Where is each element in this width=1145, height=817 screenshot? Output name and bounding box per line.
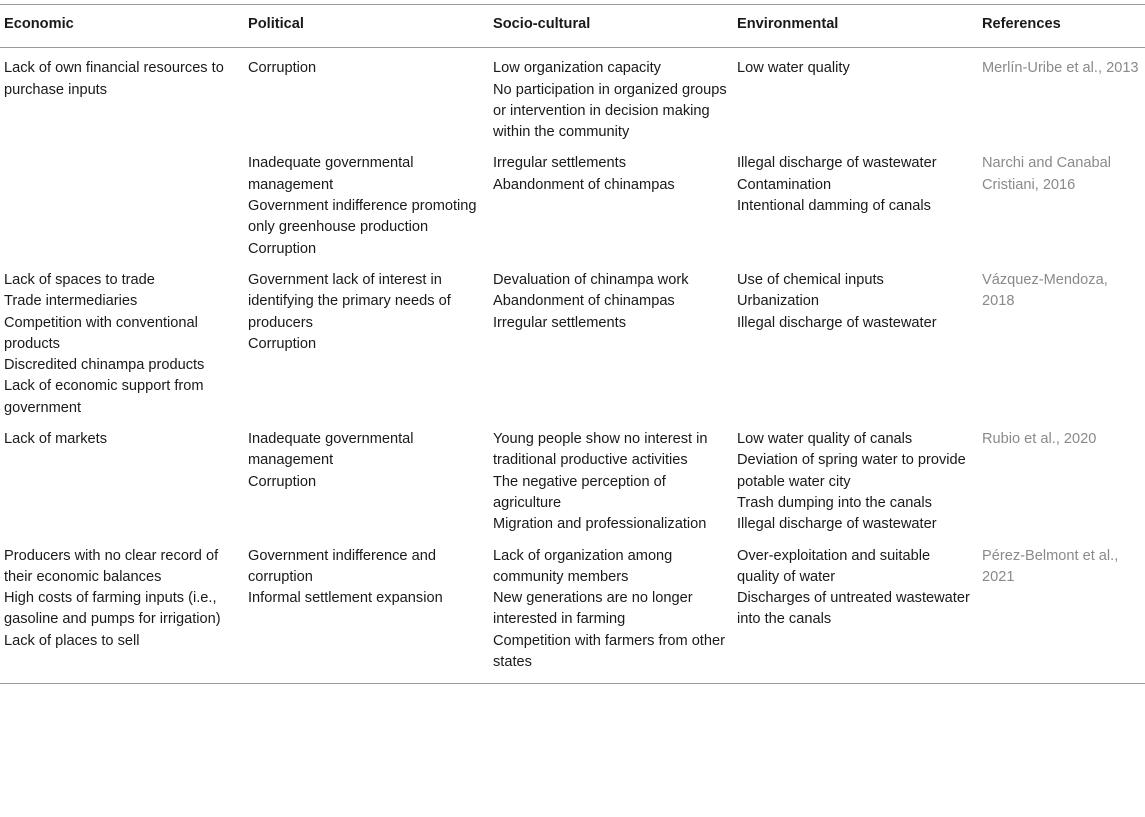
cell-political bbox=[244, 148, 489, 264]
cell-environmental bbox=[733, 424, 978, 540]
cell-line: Abandonment of chinampas bbox=[493, 176, 675, 193]
cell-line: Use of chemical inputs bbox=[737, 271, 884, 288]
table-row bbox=[0, 265, 1145, 424]
cell-line: Corruption bbox=[248, 335, 317, 352]
cell-environmental bbox=[733, 48, 978, 149]
table-body bbox=[0, 48, 1145, 684]
cell-economic bbox=[0, 424, 244, 540]
cell-line: Corruption bbox=[248, 240, 317, 257]
cell-line: Inadequate governmental management bbox=[248, 155, 414, 193]
cell-line: Government indifference and corruption bbox=[248, 547, 436, 585]
header-row bbox=[0, 5, 1145, 48]
table-row bbox=[0, 48, 1145, 149]
cell-line: Illegal discharge of wastewater bbox=[737, 155, 937, 172]
cell-line: Lack of organization among community members bbox=[493, 547, 673, 585]
cell-line: Producers with no clear record of their economic balances bbox=[4, 547, 219, 585]
cell-line: Illegal discharge of wastewater bbox=[737, 314, 937, 331]
cell-line: Contamination bbox=[737, 176, 832, 193]
cell-environmental bbox=[733, 541, 978, 684]
cell-environmental bbox=[733, 265, 978, 424]
cell-economic bbox=[0, 48, 244, 149]
cell-line: Over-exploitation and suitable quality of water bbox=[737, 547, 931, 585]
cell-line: Lack of markets bbox=[4, 431, 108, 448]
table-row bbox=[0, 148, 1145, 264]
header-socio-cultural: Socio-cultural bbox=[489, 5, 733, 48]
cell-line: Discredited chinampa products bbox=[4, 357, 205, 374]
cell-line: No participation in organized groups or intervention in decision making within the community bbox=[493, 81, 727, 141]
challenges-table bbox=[0, 4, 1145, 684]
header-economic: Economic bbox=[0, 5, 244, 48]
cell-reference: Narchi and Canabal Cristiani, 2016 bbox=[982, 155, 1111, 193]
cell-line: Corruption bbox=[248, 473, 317, 490]
cell-socio-cultural bbox=[489, 265, 733, 424]
cell-reference: Pérez-Belmont et al., 2021 bbox=[978, 541, 1145, 684]
cell-line: Urbanization bbox=[737, 293, 819, 310]
cell-line: Low water quality bbox=[737, 60, 850, 77]
cell-reference: Rubio et al., 2020 bbox=[982, 431, 1097, 448]
cell-line: Deviation of spring water to provide potable water city bbox=[737, 452, 966, 490]
cell-line: Young people show no interest in traditional productive activities bbox=[493, 431, 708, 469]
cell-line: Corruption bbox=[248, 60, 317, 77]
cell-line: Lack of places to sell bbox=[4, 632, 140, 649]
cell-economic bbox=[0, 265, 244, 424]
cell-line: Intentional damming of canals bbox=[737, 198, 931, 215]
cell-line: High costs of farming inputs (i.e., gasoline and pumps for irrigation) bbox=[4, 590, 221, 628]
cell-socio-cultural bbox=[489, 48, 733, 149]
cell-line: Competition with conventional products bbox=[4, 314, 198, 352]
cell-socio-cultural bbox=[489, 541, 733, 684]
cell-reference: Merlín-Uribe et al., 2013 bbox=[982, 60, 1139, 77]
cell-environmental bbox=[733, 148, 978, 264]
cell-line: Informal settlement expansion bbox=[248, 590, 443, 607]
cell-political bbox=[244, 48, 489, 149]
cell-economic bbox=[0, 148, 244, 264]
header-environmental: Environmental bbox=[733, 5, 978, 48]
cell-line: New generations are no longer interested in farming bbox=[493, 590, 693, 628]
cell-political bbox=[244, 541, 489, 684]
cell-line: Lack of economic support from government bbox=[4, 378, 204, 416]
header-references: References bbox=[978, 5, 1145, 48]
cell-line: The negative perception of agriculture bbox=[493, 473, 666, 511]
cell-line: Government lack of interest in identifying the primary needs of producers bbox=[248, 271, 451, 331]
cell-line: Trade intermediaries bbox=[4, 293, 138, 310]
cell-line: Low water quality of canals bbox=[737, 431, 913, 448]
cell-line: Inadequate governmental management bbox=[248, 431, 414, 469]
cell-line: Abandonment of chinampas bbox=[493, 293, 675, 310]
cell-political bbox=[244, 265, 489, 424]
cell-line: Devaluation of chinampa work bbox=[493, 271, 689, 288]
cell-line: Lack of spaces to trade bbox=[4, 271, 155, 288]
cell-line: Government indifference promoting only greenhouse production bbox=[248, 198, 477, 236]
cell-line: Irregular settlements bbox=[493, 314, 627, 331]
cell-socio-cultural bbox=[489, 424, 733, 540]
cell-line: Migration and professionalization bbox=[493, 516, 707, 533]
table-row bbox=[0, 424, 1145, 540]
cell-line: Competition with farmers from other states bbox=[493, 632, 725, 671]
header-political: Political bbox=[244, 5, 489, 48]
cell-line: Discharges of untreated wastewater into the canals bbox=[737, 590, 970, 628]
cell-line: Low organization capacity bbox=[493, 60, 661, 77]
cell-line: Trash dumping into the canals bbox=[737, 494, 932, 511]
cell-line: Lack of own financial resources to purchase inputs bbox=[4, 60, 224, 98]
table-row bbox=[0, 541, 1145, 684]
cell-political bbox=[244, 424, 489, 540]
cell-line: Illegal discharge of wastewater bbox=[737, 516, 937, 533]
cell-reference: Vázquez-Mendoza, 2018 bbox=[982, 271, 1108, 310]
cell-socio-cultural bbox=[489, 148, 733, 264]
cell-line: Irregular settlements bbox=[493, 155, 627, 172]
cell-economic bbox=[0, 541, 244, 684]
